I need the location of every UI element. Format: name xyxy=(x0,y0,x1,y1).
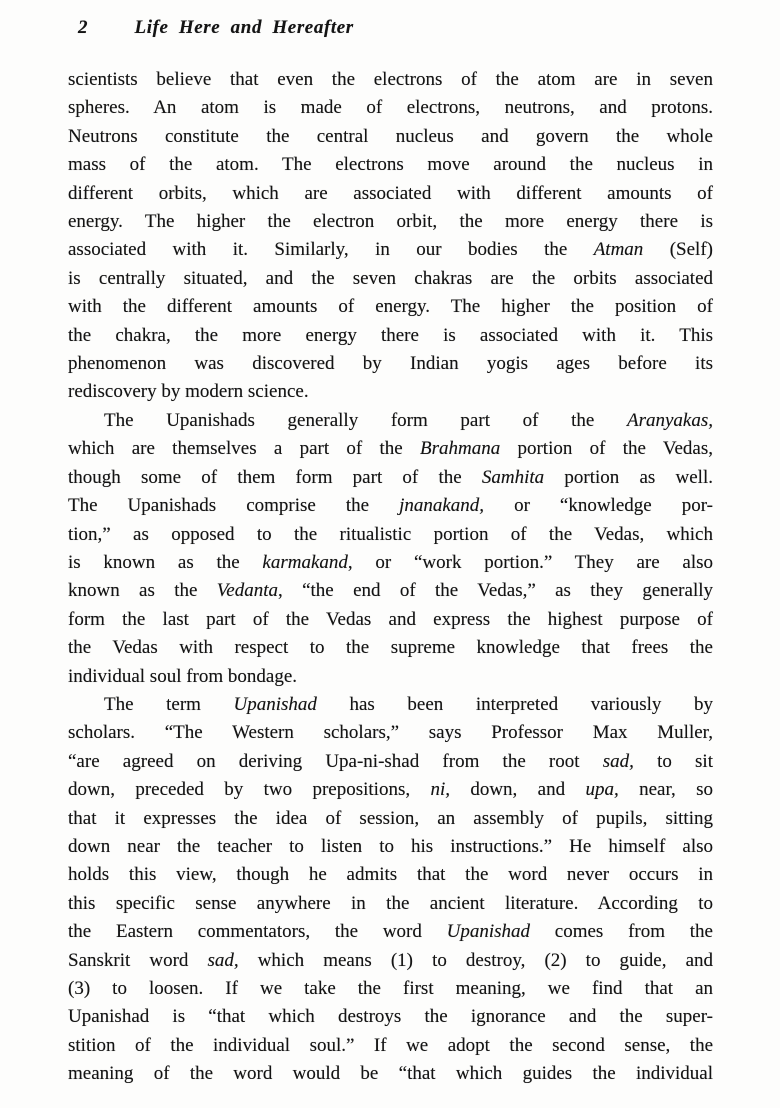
text-line: stition of the individual soul.” If we adopt the second sense, the xyxy=(68,1034,713,1056)
text-line: phenomenon was discovered by Indian yogis ages before its xyxy=(68,353,713,375)
text-line: (3) to loosen. If we take the first meaning, we find that an xyxy=(68,978,713,999)
text-line: though some of them form part of the Samhita portion as well. xyxy=(68,466,713,488)
text-line: that it expresses the idea of session, an assembly of pupils, sitting xyxy=(68,807,713,829)
paragraph xyxy=(68,407,713,691)
text-line: Neutrons constitute the central nucleus and govern the whole xyxy=(68,125,713,147)
text-line: tion,” as opposed to the ritualistic portion of the Vedas, which xyxy=(68,523,713,545)
text-line: is centrally situated, and the seven chakras are the orbits associated xyxy=(68,267,713,289)
page-number: 2 xyxy=(78,17,88,38)
text-line: with the different amounts of energy. The higher the position of xyxy=(68,296,713,318)
text-line: Sanskrit word sad, which means (1) to destroy, (2) to guide, and xyxy=(68,949,714,971)
text-line: “are agreed on deriving Upa-ni-shad from the root sad, to sit xyxy=(68,750,713,772)
text-line: down near the teacher to listen to his instructions.” He himself also xyxy=(68,835,713,857)
text-line: mass of the atom. The electrons move around the nucleus in xyxy=(68,154,713,176)
text-line: different orbits, which are associated with different amounts of xyxy=(68,182,713,204)
text-line: the chakra, the more energy there is associated with it. This xyxy=(68,324,713,346)
text-line: is known as the karmakand, or “work portion.” They are also xyxy=(68,551,713,573)
text-line: this specific sense anywhere in the ancient literature. According to xyxy=(68,892,713,914)
text-line: form the last part of the Vedas and express the highest purpose of xyxy=(68,608,713,630)
text-line: spheres. An atom is made of electrons, neutrons, and protons. xyxy=(68,97,713,119)
text-line: which are themselves a part of the Brahmana portion of the Vedas, xyxy=(68,438,713,460)
page-header xyxy=(78,16,780,40)
text-line: energy. The higher the electron orbit, the more energy there is xyxy=(68,211,713,233)
text-line: scientists believe that even the electrons of the atom are in seven xyxy=(68,69,713,90)
text-line: individual soul from bondage. xyxy=(68,665,298,687)
page-body xyxy=(68,66,713,1089)
text-line: meaning of the word would be “that which guides the individual xyxy=(68,1063,713,1085)
running-title: Life Here and Hereafter xyxy=(134,17,354,38)
text-line: The Upanishads generally form part of the Aranyakas, xyxy=(104,409,713,431)
text-line: the Eastern commentators, the word Upanishad comes from the xyxy=(68,921,713,943)
text-line: down, preceded by two prepositions, ni, down, and upa, near, so xyxy=(68,779,714,801)
text-line: The term Upanishad has been interpreted variously by xyxy=(104,693,713,715)
paragraph xyxy=(68,66,713,407)
text-line: holds this view, though he admits that the word never occurs in xyxy=(68,864,713,886)
text-line: the Vedas with respect to the supreme knowledge that frees the xyxy=(68,637,713,659)
text-line: The Upanishads comprise the jnanakand, or “knowledge por- xyxy=(68,495,713,517)
text-line: associated with it. Similarly, in our bodies the Atman (Self) xyxy=(68,239,713,261)
text-line: known as the Vedanta, “the end of the Vedas,” as they generally xyxy=(68,580,713,602)
text-line: scholars. “The Western scholars,” says Professor Max Muller, xyxy=(68,722,713,744)
paragraph xyxy=(68,691,713,1089)
text-line: Upanishad is “that which destroys the ignorance and the super- xyxy=(68,1006,713,1028)
text-line: rediscovery by modern science. xyxy=(68,381,309,403)
